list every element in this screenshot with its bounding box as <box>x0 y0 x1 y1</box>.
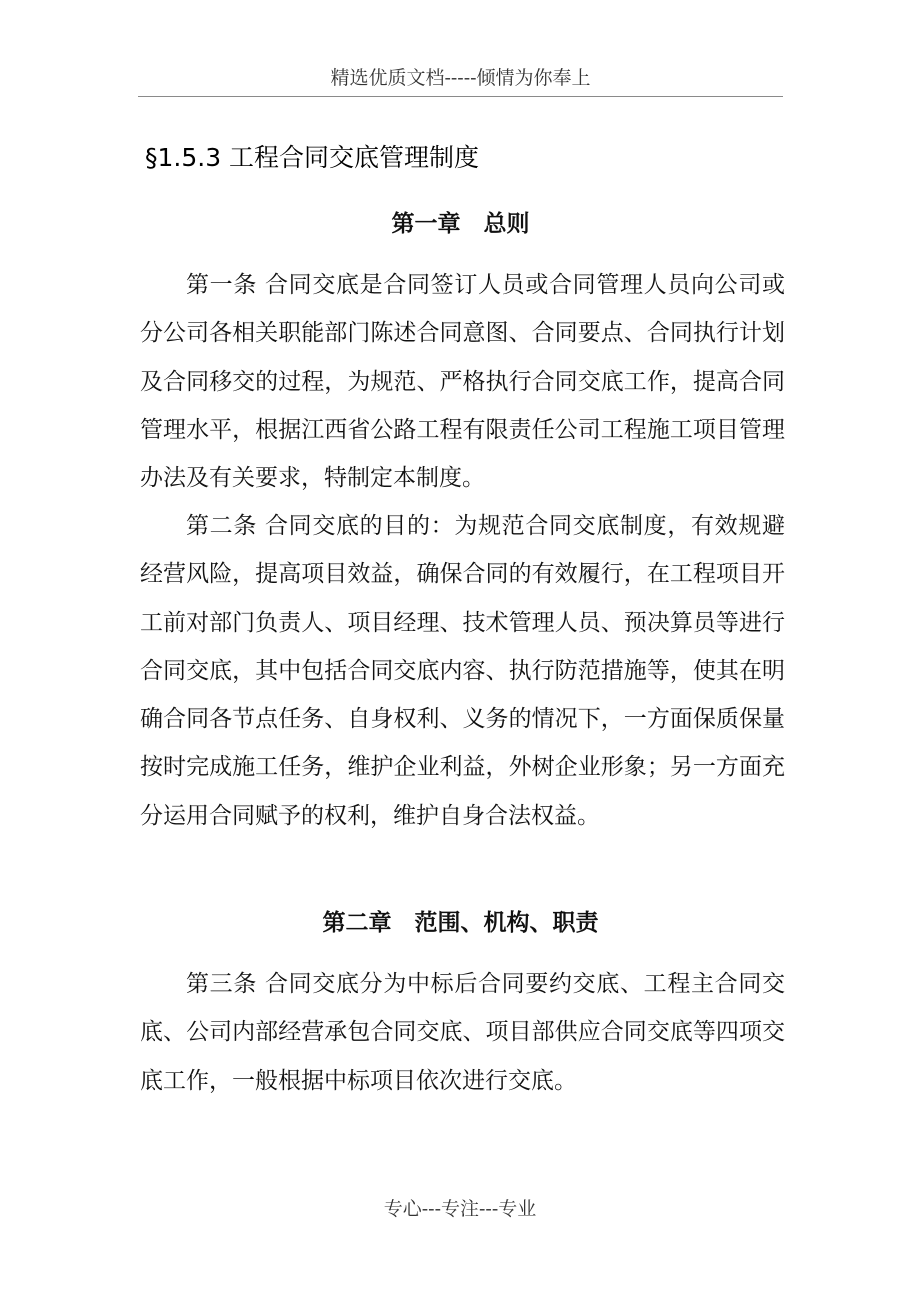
header-text: 精选优质文档-----倾情为你奉上 <box>330 67 591 89</box>
article-1: 第一条 合同交底是合同签订人员或合同管理人员向公司或分公司各相关职能部门陈述合同意图、合同要点、合同执行计划及合同移交的过程，为规范、严格执行合同交底工作，提高合同管理水平，根据江西省公路工程有限责任公司工程施工项目管理办法及有关要求，特制定本制度。 <box>140 272 785 492</box>
page-header <box>138 60 783 97</box>
chapter-2-title: 第二章 范围、机构、职责 <box>322 910 599 936</box>
chapter-1-title: 第一章 总则 <box>391 211 530 237</box>
footer-text: 专心---专注---专业 <box>383 1198 537 1220</box>
article-3: 第三条 合同交底分为中标后合同要约交底、工程主合同交底、公司内部经营承包合同交底、项目部供应合同交底等四项交底工作，一般根据中标项目依次进行交底。 <box>140 971 785 1094</box>
page-footer <box>0 1194 920 1224</box>
section-title: §1.5.3 工程合同交底管理制度 <box>145 143 480 172</box>
article-2: 第二条 合同交底的目的：为规范合同交底制度，有效规避经营风险，提高项目效益，确保合同的有效履行，在工程项目开工前对部门负责人、项目经理、技术管理人员、预决算员等进行合同交底，其中包括合同交底内容、执行防范措施等，使其在明确合同各节点任务、自身权利、义务的情况下，一方面保质保量按时完成施工任务，维护企业利益，外树企业形象；另一方面充分运用合同赋予的权利，维护自身合法权益。 <box>140 513 785 829</box>
